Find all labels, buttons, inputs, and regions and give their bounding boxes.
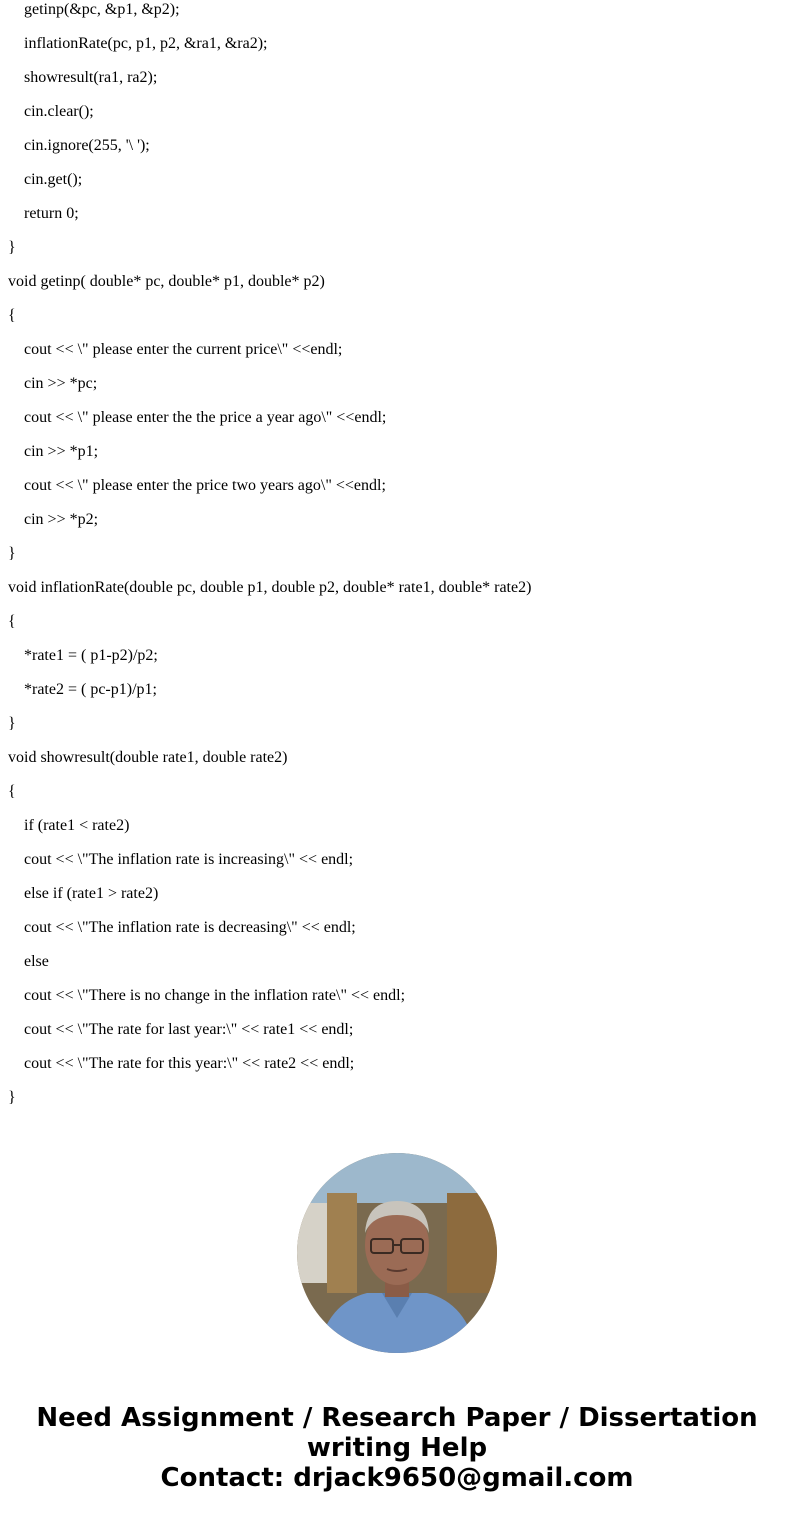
code-line: }: [8, 545, 16, 562]
code-line: void getinp( double* pc, double* p1, double* p2): [8, 273, 325, 290]
person-photo-icon: [297, 1153, 497, 1353]
code-line: cin.get();: [24, 171, 83, 188]
code-line: *rate2 = ( pc-p1)/p1;: [24, 681, 157, 698]
code-line: return 0;: [24, 205, 79, 222]
code-line: cin >> *p1;: [24, 443, 99, 460]
code-line: void showresult(double rate1, double rate2): [8, 749, 288, 766]
code-line: if (rate1 < rate2): [24, 817, 130, 834]
code-line: cout << \"The inflation rate is increasing\" << endl;: [24, 851, 354, 868]
code-line: cout << \"The inflation rate is decreasing\" << endl;: [24, 919, 356, 936]
code-line: cin.clear();: [24, 103, 94, 120]
code-line: showresult(ra1, ra2);: [24, 69, 158, 86]
code-line: cout << \" please enter the the price a year ago\" <<endl;: [24, 409, 387, 426]
code-line: }: [8, 715, 16, 732]
code-line: cout << \"There is no change in the inflation rate\" << endl;: [24, 987, 406, 1004]
promo-line-2: writing Help: [306, 1433, 488, 1463]
code-line: void inflationRate(double pc, double p1, double p2, double* rate1, double* rate2): [8, 579, 532, 596]
code-line: cout << \" please enter the price two years ago\" <<endl;: [24, 477, 386, 494]
code-line: cout << \"The rate for last year:\" << rate1 << endl;: [24, 1021, 354, 1038]
code-line: {: [8, 783, 16, 800]
code-line: getinp(&pc, &p1, &p2);: [24, 1, 180, 18]
code-line: else if (rate1 > rate2): [24, 885, 159, 902]
code-line: cout << \"The rate for this year:\" << rate2 << endl;: [24, 1055, 355, 1072]
code-line: }: [8, 1089, 16, 1106]
author-avatar: [297, 1153, 497, 1353]
code-line: cin >> *p2;: [24, 511, 99, 528]
promo-banner: [0, 1403, 794, 1493]
code-line: cin.ignore(255, '\ ');: [24, 137, 150, 154]
code-line: {: [8, 307, 16, 324]
code-line: else: [24, 953, 49, 970]
code-line: *rate1 = ( p1-p2)/p2;: [24, 647, 158, 664]
code-line: cin >> *pc;: [24, 375, 98, 392]
promo-contact-line: Contact: drjack9650@gmail.com: [160, 1463, 634, 1493]
code-line: }: [8, 239, 16, 256]
promo-line-1: Need Assignment / Research Paper / Dissertation: [36, 1403, 758, 1433]
code-line: cout << \" please enter the current price\" <<endl;: [24, 341, 343, 358]
code-line: inflationRate(pc, p1, p2, &ra1, &ra2);: [24, 35, 268, 52]
code-line: {: [8, 613, 16, 630]
